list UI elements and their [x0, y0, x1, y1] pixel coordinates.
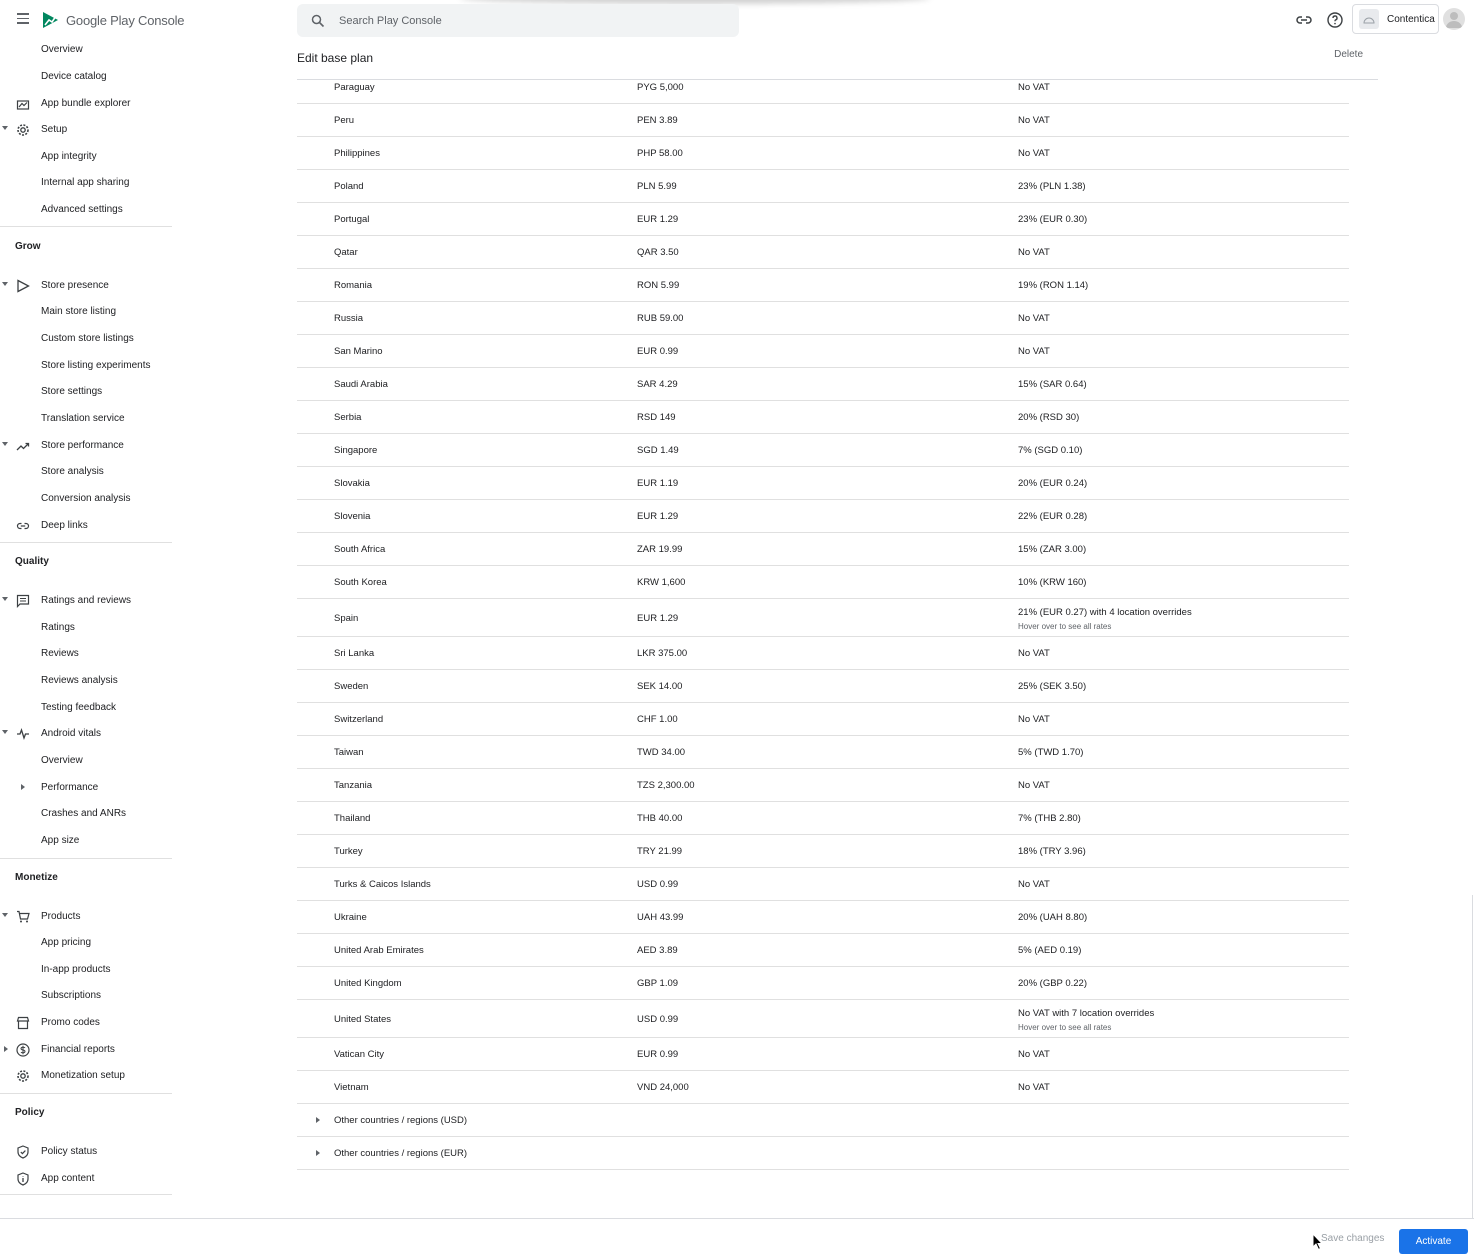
- sidebar-item-app-content[interactable]: [0, 1167, 172, 1191]
- price-cell: RUB 59.00: [637, 313, 684, 324]
- expand-other-countries-row[interactable]: [297, 1104, 1349, 1137]
- sidebar-item-app-integrity[interactable]: [0, 145, 172, 169]
- sidebar-item-app-size[interactable]: [0, 829, 172, 853]
- price-cell: LKR 375.00: [637, 648, 688, 659]
- tax-cell: [1018, 445, 1082, 456]
- tax-cell: [1018, 280, 1088, 291]
- table-row: [297, 368, 1349, 401]
- sidebar-divider: [0, 226, 172, 227]
- sidebar-item-android-vitals[interactable]: [0, 722, 172, 746]
- price-cell: PHP 58.00: [637, 148, 683, 159]
- tax-rate-text: No VAT: [1018, 879, 1050, 890]
- country-cell: Philippines: [334, 148, 380, 159]
- tax-cell: [1018, 912, 1087, 923]
- sidebar-divider: [0, 1194, 172, 1195]
- table-row: [297, 670, 1349, 703]
- tax-rate-text: No VAT: [1018, 115, 1050, 126]
- sidebar-section-monetize: Monetize: [15, 872, 58, 883]
- tax-cell: [1018, 1049, 1050, 1060]
- country-cell: Switzerland: [334, 714, 384, 725]
- tax-cell: [1018, 313, 1050, 324]
- price-cell: EUR 1.29: [637, 613, 679, 624]
- sidebar-item-label: App size: [41, 835, 80, 846]
- table-row: [297, 533, 1349, 566]
- country-cell: South Africa: [334, 544, 386, 555]
- price-cell: TZS 2,300.00: [637, 780, 695, 791]
- tax-rate-text: No VAT: [1018, 780, 1050, 791]
- table-row: [297, 203, 1349, 236]
- sidebar-divider: [0, 1093, 172, 1094]
- tax-cell: [1018, 412, 1079, 423]
- tax-rate-text: 7% (THB 2.80): [1018, 813, 1081, 824]
- sidebar-item-label: Reviews analysis: [41, 675, 118, 686]
- sidebar-item-store-listing-experiments[interactable]: [0, 354, 172, 378]
- table-row: [297, 802, 1349, 835]
- tax-rate-text: No VAT: [1018, 346, 1050, 357]
- country-cell: Serbia: [334, 412, 362, 423]
- tax-rate-text: 20% (EUR 0.24): [1018, 478, 1088, 489]
- country-cell: Slovenia: [334, 511, 371, 522]
- price-cell: KRW 1,600: [637, 577, 686, 588]
- tax-rate-text: 23% (PLN 1.38): [1018, 181, 1086, 192]
- country-cell: United States: [334, 1014, 392, 1025]
- table-row: [297, 599, 1349, 637]
- price-cell: PLN 5.99: [637, 181, 677, 192]
- tax-rate-text: 21% (EUR 0.27) with 4 location overrides: [1018, 607, 1192, 618]
- app-thumbnail: [1359, 9, 1379, 29]
- tax-cell: [1018, 577, 1086, 588]
- sidebar-item-promo-codes[interactable]: [0, 1011, 172, 1035]
- vitals-icon: [16, 727, 30, 741]
- search-input[interactable]: [339, 15, 719, 27]
- table-row: [297, 703, 1349, 736]
- tax-cell: [1018, 346, 1050, 357]
- tax-cell: [1018, 747, 1083, 758]
- tax-hover-hint: Hover over to see all rates: [1018, 1023, 1112, 1032]
- price-cell: SEK 14.00: [637, 681, 683, 692]
- sidebar-item-label: Crashes and ANRs: [41, 808, 127, 819]
- price-cell: SAR 4.29: [637, 379, 678, 390]
- tax-cell: [1018, 379, 1087, 390]
- tax-rate-text: No VAT: [1018, 82, 1050, 93]
- price-cell: PYG 5,000: [637, 82, 684, 93]
- sidebar-divider: [0, 858, 172, 859]
- sidebar-item-label: Main store listing: [41, 306, 117, 317]
- store-icon: [16, 1016, 30, 1030]
- table-row: [297, 1071, 1349, 1104]
- play-console-logo-icon: [41, 10, 61, 30]
- sidebar-item-testing-feedback[interactable]: [0, 696, 172, 720]
- price-cell: USD 0.99: [637, 879, 679, 890]
- tax-cell: [1018, 648, 1050, 659]
- price-cell: QAR 3.50: [637, 247, 679, 258]
- country-cell: Sri Lanka: [334, 648, 375, 659]
- price-cell: EUR 0.99: [637, 1049, 679, 1060]
- chevron-right-icon[interactable]: [4, 1046, 8, 1052]
- country-cell: Thailand: [334, 813, 371, 824]
- sidebar-item-label: Store presence: [41, 280, 109, 291]
- country-cell: Tanzania: [334, 780, 373, 791]
- price-cell: UAH 43.99: [637, 912, 684, 923]
- chevron-down-icon[interactable]: [2, 730, 8, 734]
- avatar-icon: [1443, 8, 1465, 30]
- cart-icon: [16, 910, 30, 924]
- table-row: [297, 500, 1349, 533]
- price-cell: TRY 21.99: [637, 846, 683, 857]
- sidebar-item-overview[interactable]: [0, 749, 172, 773]
- sidebar-item-label: Promo codes: [41, 1017, 100, 1028]
- sidebar-nav: [0, 36, 172, 1218]
- tax-cell: [1018, 478, 1087, 489]
- country-cell: Taiwan: [334, 747, 364, 758]
- link-icon: [16, 519, 30, 533]
- sidebar-item-main-store-listing[interactable]: [0, 300, 172, 324]
- tax-rate-text: 19% (RON 1.14): [1018, 280, 1089, 291]
- price-cell: AED 3.89: [637, 945, 678, 956]
- price-cell: TWD 34.00: [637, 747, 686, 758]
- price-cell: ZAR 19.99: [637, 544, 683, 555]
- sidebar-item-label: Performance: [41, 782, 99, 793]
- table-row: [297, 566, 1349, 599]
- tax-rate-text: 5% (AED 0.19): [1018, 945, 1082, 956]
- bundle-icon: [16, 97, 30, 111]
- price-cell: RSD 149: [637, 412, 676, 423]
- sidebar-item-label: Ratings: [41, 622, 75, 633]
- tax-rate-text: 18% (TRY 3.96): [1018, 846, 1086, 857]
- tax-cell[interactable]: [1018, 607, 1192, 631]
- sidebar-item-label: In-app products: [41, 964, 111, 975]
- tax-rate-text: 7% (SGD 0.10): [1018, 445, 1083, 456]
- expander-label: Other countries / regions (EUR): [334, 1148, 468, 1159]
- sidebar-item-label: Overview: [41, 755, 83, 766]
- table-row: [297, 170, 1349, 203]
- price-cell: EUR 0.99: [637, 346, 679, 357]
- tax-cell: [1018, 115, 1050, 126]
- country-cell: Slovakia: [334, 478, 370, 489]
- save-changes-button[interactable]: Save changes: [1321, 1233, 1385, 1244]
- tax-rate-text: 15% (ZAR 3.00): [1018, 544, 1087, 555]
- sidebar-item-internal-app-sharing[interactable]: [0, 171, 172, 195]
- sidebar-item-reviews-analysis[interactable]: [0, 669, 172, 693]
- table-row: [297, 335, 1349, 368]
- table-row: [297, 967, 1349, 1000]
- tax-rate-text: 20% (UAH 8.80): [1018, 912, 1088, 923]
- tax-rate-text: No VAT: [1018, 148, 1050, 159]
- user-avatar[interactable]: [1443, 8, 1465, 30]
- search-bar[interactable]: [297, 4, 739, 37]
- chevron-down-icon[interactable]: [2, 442, 8, 446]
- sidebar-item-store-presence[interactable]: [0, 274, 172, 298]
- sidebar-item-app-pricing[interactable]: [0, 931, 172, 955]
- country-cell: Turks & Caicos Islands: [334, 879, 431, 890]
- sidebar-item-custom-store-listings[interactable]: [0, 327, 172, 351]
- chevron-right-icon[interactable]: [21, 784, 25, 790]
- table-row: [297, 901, 1349, 934]
- sidebar-item-label: Subscriptions: [41, 990, 102, 1001]
- delete-button[interactable]: Delete: [1334, 49, 1363, 60]
- chevron-down-icon[interactable]: [2, 126, 8, 130]
- tax-hover-hint: Hover over to see all rates: [1018, 622, 1112, 631]
- tax-rate-text: No VAT: [1018, 313, 1050, 324]
- sidebar-item-label: Policy status: [41, 1146, 98, 1157]
- sidebar-item-financial-reports[interactable]: [0, 1038, 172, 1062]
- table-row: [297, 137, 1349, 170]
- action-footer: [0, 1218, 1474, 1258]
- sidebar-item-label: Deep links: [41, 520, 88, 531]
- price-cell: PEN 3.89: [637, 115, 678, 126]
- country-cell: Turkey: [334, 846, 363, 857]
- sidebar-item-subscriptions[interactable]: [0, 984, 172, 1008]
- gear-icon: [16, 123, 30, 137]
- tax-rate-text: 15% (SAR 0.64): [1018, 379, 1087, 390]
- sidebar-item-label: App integrity: [41, 151, 97, 162]
- activate-button[interactable]: Activate: [1399, 1229, 1468, 1254]
- sidebar-item-label: Overview: [41, 44, 83, 55]
- country-cell: Portugal: [334, 214, 370, 225]
- sidebar-item-monetization-setup[interactable]: [0, 1064, 172, 1088]
- country-cell: Spain: [334, 613, 359, 624]
- sidebar-item-store-performance[interactable]: [0, 434, 172, 458]
- tax-cell: [1018, 879, 1050, 890]
- country-cell: Romania: [334, 280, 373, 291]
- sidebar-item-label: Testing feedback: [41, 702, 117, 713]
- tax-cell: [1018, 148, 1050, 159]
- android-icon: [1363, 14, 1375, 24]
- sidebar-item-translation-service[interactable]: [0, 407, 172, 431]
- price-cell: USD 0.99: [637, 1014, 679, 1025]
- gear-icon: [16, 1069, 30, 1083]
- tax-cell: [1018, 978, 1087, 989]
- table-row: [297, 1038, 1349, 1071]
- tax-rate-text: No VAT: [1018, 1082, 1050, 1093]
- link-icon[interactable]: [1295, 11, 1313, 29]
- price-cell: EUR 1.19: [637, 478, 679, 489]
- sidebar-item-overview[interactable]: [0, 38, 172, 62]
- tax-rate-text: 20% (GBP 0.22): [1018, 978, 1088, 989]
- tax-cell: [1018, 813, 1081, 824]
- tax-rate-text: 25% (SEK 3.50): [1018, 681, 1087, 692]
- sidebar-item-crashes-and-anrs[interactable]: [0, 802, 172, 826]
- table-row: [297, 269, 1349, 302]
- tax-cell: [1018, 544, 1086, 555]
- table-row: [297, 835, 1349, 868]
- country-cell: Saudi Arabia: [334, 379, 388, 390]
- price-cell: RON 5.99: [637, 280, 680, 291]
- price-cell: EUR 1.29: [637, 214, 679, 225]
- country-cell: Ukraine: [334, 912, 367, 923]
- sidebar-item-label: App bundle explorer: [41, 98, 131, 109]
- country-cell: Qatar: [334, 247, 358, 258]
- sidebar-item-label: Monetization setup: [41, 1070, 125, 1081]
- tax-rate-text: 23% (EUR 0.30): [1018, 214, 1088, 225]
- table-row: [297, 467, 1349, 500]
- sidebar-item-label: App pricing: [41, 937, 92, 948]
- tax-cell: [1018, 181, 1086, 192]
- shield-info-icon: [16, 1172, 30, 1186]
- country-cell: Vatican City: [334, 1049, 384, 1060]
- sidebar-item-label: Store performance: [41, 440, 124, 451]
- country-cell: Paraguay: [334, 82, 375, 93]
- sidebar-item-label: Products: [41, 911, 81, 922]
- tax-cell: [1018, 511, 1087, 522]
- tax-cell: [1018, 247, 1050, 258]
- country-cell: Singapore: [334, 445, 378, 456]
- tax-rate-text: No VAT: [1018, 648, 1050, 659]
- sidebar-item-label: Custom store listings: [41, 333, 134, 344]
- sidebar-item-label: Advanced settings: [41, 204, 123, 215]
- sidebar-item-label: Android vitals: [41, 728, 102, 739]
- sidebar-item-ratings[interactable]: [0, 616, 172, 640]
- tax-rate-text: 10% (KRW 160): [1018, 577, 1087, 588]
- sidebar-divider: [0, 542, 172, 543]
- sidebar-item-store-analysis[interactable]: [0, 460, 172, 484]
- tax-rate-text: No VAT with 7 location overrides: [1018, 1008, 1155, 1019]
- shield-check-icon: [16, 1145, 30, 1159]
- sidebar-item-conversion-analysis[interactable]: [0, 487, 172, 511]
- tax-cell: [1018, 780, 1050, 791]
- table-row: [297, 71, 1349, 104]
- table-row: [297, 868, 1349, 901]
- price-cell: THB 40.00: [637, 813, 683, 824]
- hamburger-menu-icon[interactable]: [13, 10, 33, 30]
- table-row: [297, 1000, 1349, 1038]
- sidebar-item-label: Ratings and reviews: [41, 595, 132, 606]
- tax-rate-text: 5% (TWD 1.70): [1018, 747, 1084, 758]
- mouse-cursor-icon: [1312, 1233, 1324, 1251]
- price-cell: SGD 1.49: [637, 445, 679, 456]
- top-app-bar: [0, 0, 1474, 40]
- dollar-icon: [16, 1043, 30, 1057]
- country-cell: Sweden: [334, 681, 369, 692]
- chevron-right-icon[interactable]: [316, 1150, 320, 1156]
- table-row: [297, 302, 1349, 335]
- table-row: [297, 236, 1349, 269]
- reviews-icon: [16, 594, 30, 608]
- sidebar-item-label: App content: [41, 1173, 95, 1184]
- tax-cell[interactable]: [1018, 1008, 1154, 1032]
- sidebar-item-label: Setup: [41, 124, 68, 135]
- sidebar-item-performance[interactable]: [0, 776, 172, 800]
- sidebar-item-device-catalog[interactable]: [0, 65, 172, 89]
- chevron-down-icon[interactable]: [2, 597, 8, 601]
- sidebar-section-policy: Policy: [15, 1107, 45, 1118]
- tax-cell: [1018, 681, 1086, 692]
- country-cell: Vietnam: [334, 1082, 369, 1093]
- developer-account-switcher[interactable]: [1352, 4, 1439, 34]
- sidebar-section-quality: Quality: [15, 556, 49, 567]
- country-cell: United Kingdom: [334, 978, 402, 989]
- sidebar-item-advanced-settings[interactable]: [0, 198, 172, 222]
- expand-other-countries-row[interactable]: [297, 1137, 1349, 1170]
- price-cell: GBP 1.09: [637, 978, 679, 989]
- sidebar-item-setup[interactable]: [0, 118, 172, 142]
- search-icon: [311, 14, 325, 28]
- tax-cell: [1018, 1082, 1050, 1093]
- tax-rate-text: 22% (EUR 0.28): [1018, 511, 1088, 522]
- sidebar-item-reviews[interactable]: [0, 642, 172, 666]
- tax-rate-text: No VAT: [1018, 1049, 1050, 1060]
- sidebar-item-products[interactable]: [0, 905, 172, 929]
- sidebar-item-label: Device catalog: [41, 71, 107, 82]
- sidebar-item-in-app-products[interactable]: [0, 958, 172, 982]
- sidebar-item-label: Store settings: [41, 386, 103, 397]
- sidebar-item-policy-status[interactable]: [0, 1140, 172, 1164]
- table-row: [297, 104, 1349, 137]
- account-name: Contentica: [1387, 13, 1435, 25]
- scroll-edge: [1472, 895, 1473, 1218]
- sidebar-item-deep-links[interactable]: [0, 514, 172, 538]
- help-icon[interactable]: [1326, 11, 1344, 29]
- table-row: [297, 401, 1349, 434]
- chevron-down-icon[interactable]: [2, 282, 8, 286]
- expander-label: Other countries / regions (USD): [334, 1115, 468, 1126]
- chevron-down-icon[interactable]: [2, 913, 8, 917]
- country-cell: United Arab Emirates: [334, 945, 424, 956]
- sidebar-item-label: Translation service: [41, 413, 125, 424]
- country-cell: Poland: [334, 181, 364, 192]
- chevron-right-icon[interactable]: [316, 1117, 320, 1123]
- play-console-logo[interactable]: [41, 10, 184, 30]
- sidebar-item-label: Financial reports: [41, 1044, 115, 1055]
- sidebar-item-label: Store listing experiments: [41, 360, 151, 371]
- price-cell: VND 24,000: [637, 1082, 689, 1093]
- table-row: [297, 934, 1349, 967]
- tax-cell: [1018, 82, 1050, 93]
- page-title: Edit base plan: [297, 51, 374, 65]
- tax-cell: [1018, 945, 1081, 956]
- tax-rate-text: 20% (RSD 30): [1018, 412, 1080, 423]
- country-cell: Peru: [334, 115, 355, 126]
- play-icon: [16, 279, 30, 293]
- country-cell: Russia: [334, 313, 364, 324]
- country-cell: San Marino: [334, 346, 383, 357]
- table-row: [297, 736, 1349, 769]
- sidebar-item-label: Conversion analysis: [41, 493, 131, 504]
- tax-rate-text: No VAT: [1018, 247, 1050, 258]
- table-row: [297, 434, 1349, 467]
- sidebar-item-store-settings[interactable]: [0, 380, 172, 404]
- sidebar-item-app-bundle-explorer[interactable]: [0, 92, 172, 116]
- tax-rate-text: No VAT: [1018, 714, 1050, 725]
- trending-up-icon: [16, 439, 30, 453]
- price-cell: EUR 1.29: [637, 511, 679, 522]
- sidebar-item-label: Internal app sharing: [41, 177, 130, 188]
- tax-cell: [1018, 714, 1050, 725]
- logo-text: Google Play Console: [66, 12, 185, 28]
- sidebar-section-grow: Grow: [15, 241, 41, 252]
- sidebar-item-label: Reviews: [41, 648, 79, 659]
- sidebar-item-ratings-and-reviews[interactable]: [0, 589, 172, 613]
- tax-cell: [1018, 846, 1086, 857]
- table-row: [297, 637, 1349, 670]
- table-row: [297, 769, 1349, 802]
- tax-cell: [1018, 214, 1087, 225]
- price-cell: CHF 1.00: [637, 714, 678, 725]
- sidebar-item-label: Store analysis: [41, 466, 104, 477]
- country-cell: South Korea: [334, 577, 387, 588]
